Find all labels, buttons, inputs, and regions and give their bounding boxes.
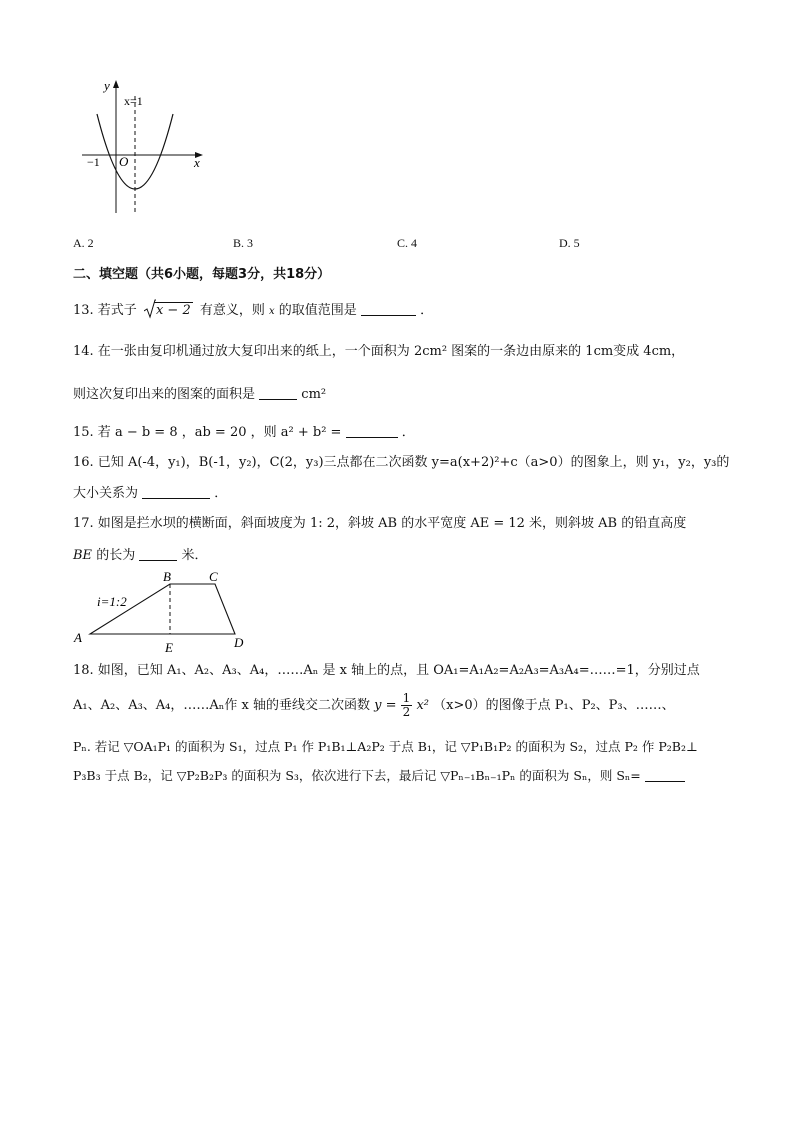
q13-end: ． <box>420 303 434 318</box>
radical-sign <box>144 299 156 319</box>
question-14-line2 <box>73 386 326 404</box>
q13-middle: 有意义，则 <box>199 303 265 318</box>
answer-blank-13[interactable] <box>361 302 416 316</box>
question-18-line2 <box>73 692 675 718</box>
x-axis-label: x <box>194 155 200 170</box>
question-17-line1: 17. 如图是拦水坝的横断面，斜面坡度为 1: 2，斜坡 AB 的水平宽度 AE = 12 米，则斜坡 AB 的铅直高度 <box>73 516 687 531</box>
y-axis-arrow <box>113 80 119 88</box>
q18-fn-x: x² <box>416 698 429 713</box>
q17-end: 米． <box>181 548 208 563</box>
point-a: A <box>74 630 82 645</box>
point-d: D <box>234 635 244 650</box>
dam-figure <box>70 566 255 658</box>
point-b: B <box>163 569 171 584</box>
fraction-one-half <box>401 692 413 719</box>
answer-blank-14[interactable] <box>259 386 297 400</box>
question-18-line3: Pₙ. 若记 ▽OA₁P₁ 的面积为 S₁，过点 P₁ 作 P₁B₁⊥A₂P₂ 于点 B₁，记 ▽P₁B₁P₂ 的面积为 S₂，过点 P₂ 作 P₂B₂⊥ <box>73 739 698 754</box>
line-x1-label: x=1 <box>124 94 143 108</box>
sqrt-expression <box>144 302 193 320</box>
origin-label: O <box>119 154 129 169</box>
point-c: C <box>209 569 218 584</box>
question-16-line1: 16. 已知 A(-4，y₁)，B(-1，y₂)，C(2，y₃)三点都在二次函数 y=a(x+2)²+c（a>0）的图象上，则 y₁，y₂，y₃的 <box>73 455 730 470</box>
q17-var: BE <box>73 548 93 563</box>
y-axis-label: y <box>104 78 110 93</box>
section-heading: 二、填空题（共6小题，每题3分，共18分） <box>73 267 331 282</box>
q14-unit: cm² <box>301 387 327 402</box>
slope-label: i=1:2 <box>97 594 127 609</box>
dam-outline <box>90 584 235 634</box>
neg-one-label: −1 <box>87 155 100 169</box>
fraction-numerator: 1 <box>402 691 411 705</box>
choice-a: A. 2 <box>73 236 94 250</box>
choice-c: C. 4 <box>397 236 418 250</box>
answer-blank-15[interactable] <box>346 424 398 438</box>
q13-var: x <box>269 306 275 317</box>
q16-text: 大小关系为 <box>73 486 139 501</box>
question-13 <box>73 302 433 321</box>
q15-text: 15. 若 a − b = 8 ，ab = 20 ，则 a² + b² = <box>73 425 342 440</box>
question-14-line1: 14. 在一张由复印机通过放大复印出来的纸上，一个面积为 2cm² 图案的一条边由原来的 1cm变成 4cm， <box>73 344 685 359</box>
q15-end: ． <box>401 425 415 440</box>
answer-blank-18[interactable] <box>645 768 685 782</box>
point-e: E <box>165 640 173 655</box>
question-17-line2 <box>73 547 208 565</box>
question-18-line4 <box>73 767 685 785</box>
choice-b: B. 3 <box>233 236 254 250</box>
parabola-figure <box>78 74 208 219</box>
q14-text: 则这次复印出来的图案的面积是 <box>73 387 256 402</box>
q16-end: ． <box>214 486 228 501</box>
question-15 <box>73 424 415 442</box>
choice-d: D. 5 <box>559 236 580 250</box>
question-16-line2 <box>73 485 227 503</box>
q18-line2-start: A₁、A₂、A₃、A₄，……Aₙ作 x 轴的垂线交二次函数 <box>73 698 371 713</box>
answer-blank-16[interactable] <box>142 485 210 499</box>
q18-line2-end: （x>0）的图像于点 P₁、P₂、P₃、……、 <box>433 698 675 713</box>
radicand: x − 2 <box>155 303 191 318</box>
question-18-line1: 18. 如图，已知 A₁、A₂、A₃、A₄，……Aₙ 是 x 轴上的点，且 OA₁=A₁A₂=A₂A₃=A₃A₄=……=1，分别过点 <box>73 663 700 678</box>
q17-text: 的长为 <box>96 548 136 563</box>
q13-prefix: 13. 若式子 <box>73 303 137 318</box>
answer-blank-17[interactable] <box>139 547 177 561</box>
q13-tail: 的取值范围是 <box>278 303 357 318</box>
q18-line4-text: P₃B₃ 于点 B₂，记 ▽P₂B₂P₃ 的面积为 S₃，依次进行下去，最后记 ▽Pₙ₋₁Bₙ₋₁Pₙ 的面积为 Sₙ，则 Sₙ= <box>73 768 641 783</box>
q18-fn-y: y = <box>374 698 397 713</box>
fraction-denominator: 2 <box>402 705 411 719</box>
